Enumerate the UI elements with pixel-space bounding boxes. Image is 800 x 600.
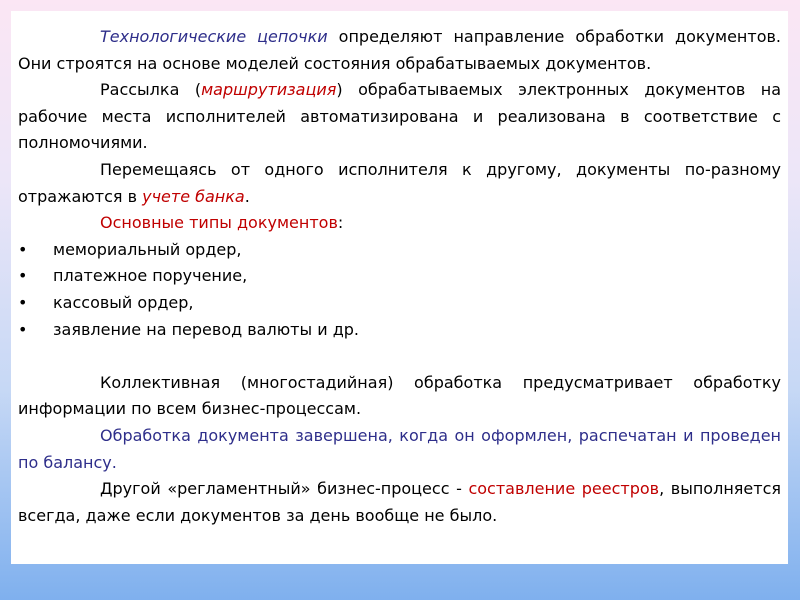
paragraph-text: . <box>244 186 250 206</box>
paragraph-collective-processing <box>18 370 781 423</box>
paragraph-text: Рассылка ( <box>100 80 202 100</box>
list-item <box>18 237 781 264</box>
term-bank-accounting: учете банка <box>142 186 245 206</box>
heading-colon: : <box>337 213 344 233</box>
paragraph-text: Коллективная (многостадийная) обработка предусматривает обработку информации по всем бизнес-процессам. <box>18 372 781 419</box>
list-item <box>18 263 781 290</box>
paragraph-document-types-heading <box>18 210 781 237</box>
paragraph-text: ) обрабатываемых электронных документов на рабочие места исполнителей автоматизирована и реализована в соответствие с полномочиями. <box>18 80 782 153</box>
list-item-text: заявление на перевод валюты и др. <box>53 319 360 339</box>
bullet-icon: • <box>18 266 28 286</box>
heading-document-types: Основные типы документов <box>100 213 338 233</box>
paragraph-text: Перемещаясь от одного исполнителя к другому, документы по-разному отражаются в <box>18 159 781 206</box>
term-registry-compilation: составление реестров <box>468 479 660 499</box>
list-item <box>18 290 781 317</box>
paragraph-text: определяют направление обработки документов. Они строятся на основе моделей состояния обрабатываемых документов. <box>18 27 782 73</box>
blank-line <box>18 343 781 370</box>
bullet-icon: • <box>18 319 28 339</box>
list-item <box>18 317 781 344</box>
paragraph-registry-process <box>18 476 781 529</box>
paragraph-text: Обработка документа завершена, когда он оформлен, распечатан и проведен по балансу. <box>18 425 781 472</box>
term-routing: маршрутизация <box>201 80 337 100</box>
bullet-icon: • <box>18 239 28 259</box>
paragraph-routing <box>18 77 781 157</box>
term-technological-chains: Технологические цепочки <box>100 27 328 46</box>
paragraph-bank-accounting <box>18 157 781 210</box>
paragraph-text: Другой «регламентный» бизнес-процесс - <box>100 479 469 499</box>
list-item-text: кассовый ордер, <box>53 292 194 312</box>
slide-content <box>11 11 788 564</box>
paragraph-technological-chains <box>18 24 781 77</box>
document-types-list <box>18 237 781 343</box>
list-item-text: платежное поручение, <box>53 266 248 286</box>
bullet-icon: • <box>18 292 28 312</box>
list-item-text: мемориальный ордер, <box>53 239 242 259</box>
paragraph-processing-complete <box>18 423 781 476</box>
paragraph-text: , выполняется всегда, даже если документов за день вообще не было. <box>18 479 781 525</box>
